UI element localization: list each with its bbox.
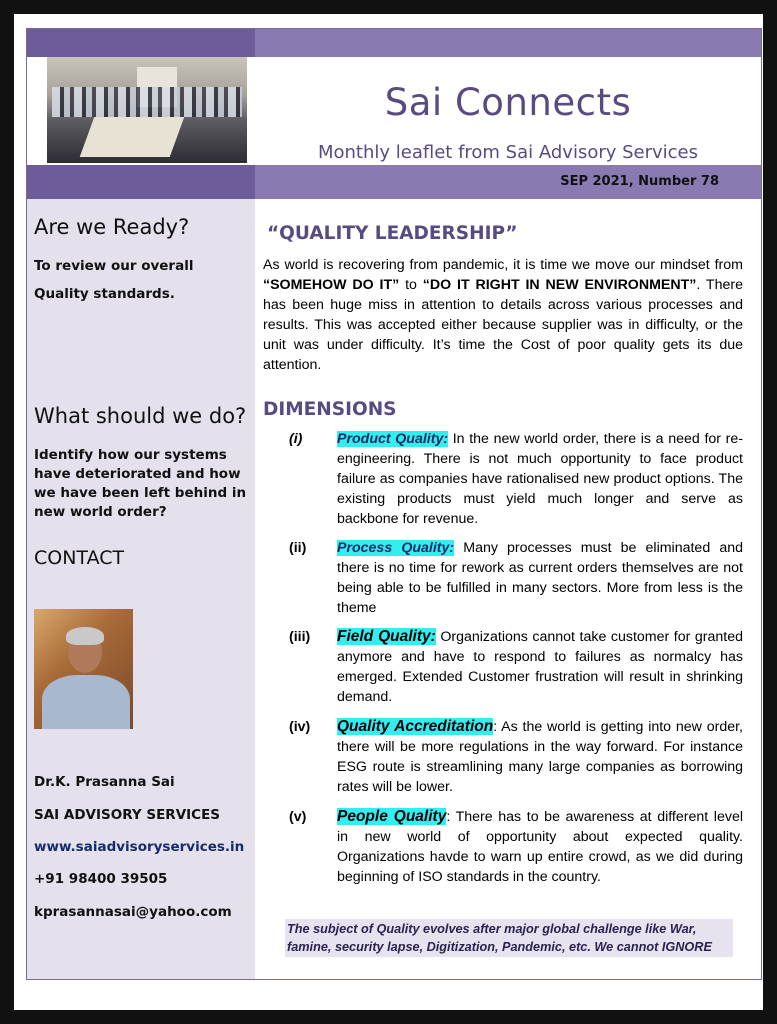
sidebar [27,199,255,979]
do-heading: What should we do? [34,404,247,428]
contact-name: Dr.K. Prasanna Sai [34,774,175,790]
masthead [255,57,761,163]
issue-band [27,165,761,199]
team-photo [47,57,247,163]
newsletter-subtitle: Monthly leaflet from Sai Advisory Services [317,142,699,163]
do-text: Identify how our systems have deteriorated and how we have been left behind in new world order? [34,447,247,520]
intro-paragraph: As world is recovering from pandemic, it is time we move our mindset from “SOMEHOW DO IT” to “DO IT RIGHT IN NEW ENVIRONMENT”. There has been huge miss in attention to details across various processes and results. This was accepted either because supplier was in difficulty, or the unit was under difficulty. It’s time the Cost of poor quality gets its due attention. [263,257,743,373]
article-heading: “QUALITY LEADERSHIP” [267,223,518,244]
top-band [27,29,761,57]
issue-label: SEP 2021, Number 78 [560,174,719,189]
company-name: SAI ADVISORY SERVICES [34,807,221,823]
newsletter-title: Sai Connects [384,81,632,124]
email-address[interactable]: kprasannasai@yahoo.com [34,904,232,920]
ready-line-2: Quality standards. [34,286,175,302]
phone-number: +91 98400 39505 [34,871,168,887]
closing-note: The subject of Quality evolves after major global challenge like War, famine, security lapse, Digitization, Pandemic, etc. We cannot IGNORE [285,919,733,957]
ready-line-1: To review our overall [34,258,194,274]
website-link[interactable]: www.saiadvisoryservices.in [34,839,245,855]
contact-heading: CONTACT [34,547,125,569]
leaflet-page: Sai Connects Monthly leaflet from Sai Advisory Services SEP 2021, Number 78 Are we Ready? To review our overall Quality standards. What should we do? Identify how our systems have deteriorated and how we have been left behind in new world order? CONTACT Dr.K. Prasanna Sai SAI ADVISORY SERVICES www.saiadvisoryservices.in +91 98400 39505 kprasannasai@yahoo.com “QUALITY LEADERSHIP” As world is recovering from pandemic, it is time we move our mindset from “SOMEHOW DO IT” to “DO IT RIGHT IN NEW ENVIRONMENT”. There has been huge miss in attention to details across various processes and results. This was accepted either because supplier was in difficulty, or the unit was under difficulty. It’s time the Cost of poor quality gets its due attention. DIMENSIONS (i) Product Quality: In the new world order, there is a need for re-engineering. There is not much opportunity to face product failure as companies have rationalised new product options. The existing products must yield much longer and serve as backbone for revenue. (ii) Process Quality: Many processes must be eliminated and there is no time for rework as current orders themselves are not being able to be fulfilled in many sectors. More from less is the theme (iii) Field Quality: Organizations cannot take customer for granted anymore and have to respond to failures as normalcy has emerged. Extended Customer frustration will result in shrinking demand. (iv) Quality Accreditation: As the world is getting into new order, there will be more regulations in the way forward. For instance ESG route is streamlining many large companies as borrowing rates will be lower. (v) People Quality: There has to be awareness at different level in new world of opportunity about expected quality. Organizations havde to warn up entire crowd, as we did during beginning of ISO standards in the country. The subject of Quality evolves after major global challenge like War, famine, security lapse, Digitization, Pandemic, etc. We cannot IGNORE [26,28,762,980]
dimensions-heading: DIMENSIONS [263,399,397,420]
contact-portrait [34,609,133,729]
ready-heading: Are we Ready? [34,215,190,239]
